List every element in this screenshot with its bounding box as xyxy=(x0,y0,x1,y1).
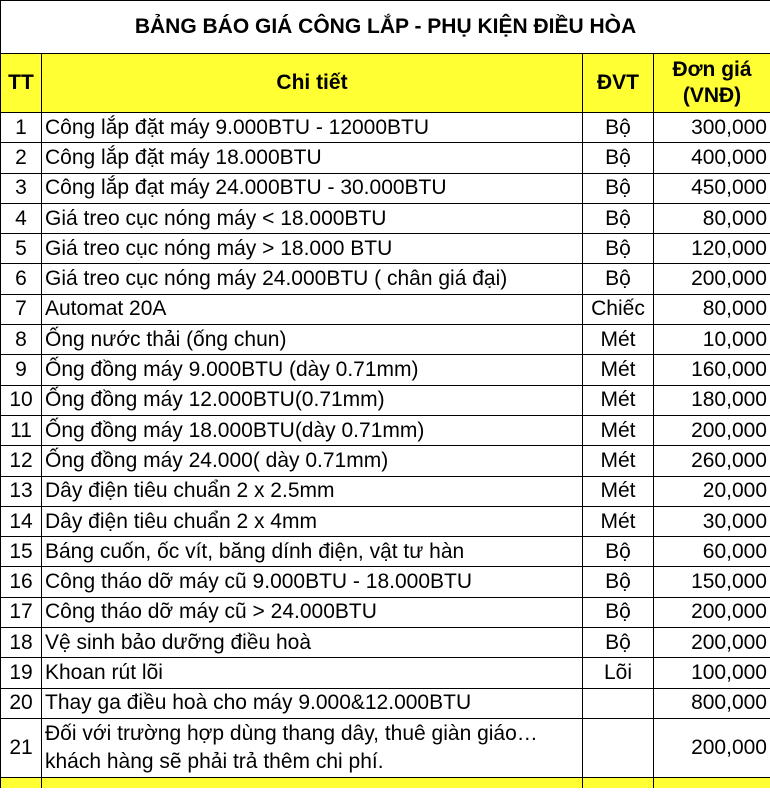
row-price: 80,000 xyxy=(654,203,770,233)
row-number: 19 xyxy=(1,658,42,688)
row-unit: Mét xyxy=(583,415,654,445)
row-price: 180,000 xyxy=(654,385,770,415)
table-row xyxy=(1,264,770,294)
row-unit: Mét xyxy=(583,476,654,506)
row-unit: Bộ xyxy=(583,234,654,264)
table-row xyxy=(1,537,770,567)
row-number: 17 xyxy=(1,597,42,627)
table-row xyxy=(1,628,770,658)
row-detail: Ống đồng máy 18.000BTU(dày 0.71mm) xyxy=(42,415,583,445)
table-row xyxy=(1,203,770,233)
row-number: 14 xyxy=(1,506,42,536)
table-row xyxy=(1,113,770,143)
row-price: 800,000 xyxy=(654,688,770,718)
row-number: 6 xyxy=(1,264,42,294)
row-unit: Bộ xyxy=(583,203,654,233)
table-row xyxy=(1,567,770,597)
row-detail: Công lắp đặt máy 9.000BTU - 12000BTU xyxy=(42,113,583,143)
row-detail: Giá treo cục nóng máy 24.000BTU ( chân giá đại) xyxy=(42,264,583,294)
row-price: 200,000 xyxy=(654,264,770,294)
row-number: 2 xyxy=(1,143,42,173)
row-price: 200,000 xyxy=(654,597,770,627)
row-unit xyxy=(583,718,654,777)
header-unit: ĐVT xyxy=(583,54,654,113)
row-detail: Thay ga điều hoà cho máy 9.000&12.000BTU xyxy=(42,688,583,718)
header-price-line1: Đơn giá xyxy=(672,58,752,81)
table-row xyxy=(1,476,770,506)
row-detail: Automat 20A xyxy=(42,294,583,324)
row-number: 3 xyxy=(1,173,42,203)
row-price: 200,000 xyxy=(654,415,770,445)
row-number: 15 xyxy=(1,537,42,567)
row-price: 60,000 xyxy=(654,537,770,567)
table-row xyxy=(1,446,770,476)
table-title: BẢNG BÁO GIÁ CÔNG LẮP - PHỤ KIỆN ĐIỀU HÒA xyxy=(1,1,770,54)
row-detail: Vệ sinh bảo dưỡng điều hoà xyxy=(42,628,583,658)
table-row xyxy=(1,688,770,718)
row-price: 30,000 xyxy=(654,506,770,536)
row-price: 260,000 xyxy=(654,446,770,476)
row-price: 200,000 xyxy=(654,718,770,777)
row-unit: Mét xyxy=(583,446,654,476)
row-detail: Ống nước thải (ống chun) xyxy=(42,325,583,355)
row-price: 120,000 xyxy=(654,234,770,264)
row-detail: Giá treo cục nóng máy < 18.000BTU xyxy=(42,203,583,233)
row-unit: Chiếc xyxy=(583,294,654,324)
row-detail: Ống đồng máy 12.000BTU(0.71mm) xyxy=(42,385,583,415)
row-number: 8 xyxy=(1,325,42,355)
table-row xyxy=(1,718,770,777)
table-row xyxy=(1,415,770,445)
row-price: 300,000 xyxy=(654,113,770,143)
row-price: 80,000 xyxy=(654,294,770,324)
row-detail: Ống đồng máy 9.000BTU (dày 0.71mm) xyxy=(42,355,583,385)
row-number: 11 xyxy=(1,415,42,445)
table-row xyxy=(1,143,770,173)
row-number: 1 xyxy=(1,113,42,143)
row-detail: Đối với trường hợp dùng thang dây, thuê giàn giáo… khách hàng sẽ phải trả thêm chi phí. xyxy=(42,718,583,777)
row-number: 13 xyxy=(1,476,42,506)
row-detail: Khoan rút lõi xyxy=(42,658,583,688)
header-price xyxy=(654,54,770,113)
row-detail: Công lắp đạt máy 24.000BTU - 30.000BTU xyxy=(42,173,583,203)
row-price: 150,000 xyxy=(654,567,770,597)
row-price: 160,000 xyxy=(654,355,770,385)
row-number: 10 xyxy=(1,385,42,415)
row-detail: Dây điện tiêu chuẩn 2 x 4mm xyxy=(42,506,583,536)
row-unit: Bộ xyxy=(583,537,654,567)
table-row xyxy=(1,355,770,385)
table-row xyxy=(1,325,770,355)
row-price: 450,000 xyxy=(654,173,770,203)
row-unit: Mét xyxy=(583,385,654,415)
row-unit: Lõi xyxy=(583,658,654,688)
row-unit: Mét xyxy=(583,506,654,536)
row-unit: Mét xyxy=(583,355,654,385)
header-tt: TT xyxy=(1,54,42,113)
table-row xyxy=(1,173,770,203)
row-price: 200,000 xyxy=(654,628,770,658)
row-number: 9 xyxy=(1,355,42,385)
row-number: 18 xyxy=(1,628,42,658)
row-detail: Ống đồng máy 24.000( dày 0.71mm) xyxy=(42,446,583,476)
row-unit: Bộ xyxy=(583,173,654,203)
table-row xyxy=(1,597,770,627)
table-row xyxy=(1,506,770,536)
table-row xyxy=(1,294,770,324)
table-row xyxy=(1,385,770,415)
row-unit: Bộ xyxy=(583,567,654,597)
row-detail: Công tháo dỡ máy cũ 9.000BTU - 18.000BTU xyxy=(42,567,583,597)
row-unit: Bộ xyxy=(583,597,654,627)
header-detail: Chi tiết xyxy=(42,54,583,113)
row-price: 10,000 xyxy=(654,325,770,355)
row-detail: Báng cuốn, ốc vít, băng dính điện, vật tư hàn xyxy=(42,537,583,567)
row-number: 16 xyxy=(1,567,42,597)
row-detail: Dây điện tiêu chuẩn 2 x 2.5mm xyxy=(42,476,583,506)
row-number: 7 xyxy=(1,294,42,324)
row-number: 20 xyxy=(1,688,42,718)
row-price: 20,000 xyxy=(654,476,770,506)
row-unit: Bộ xyxy=(583,113,654,143)
row-unit: Mét xyxy=(583,325,654,355)
table-row xyxy=(1,234,770,264)
row-price: 100,000 xyxy=(654,658,770,688)
row-price: 400,000 xyxy=(654,143,770,173)
row-number: 21 xyxy=(1,718,42,777)
row-unit: Bộ xyxy=(583,628,654,658)
header-price-line2: (VNĐ) xyxy=(682,84,742,107)
row-unit: Bộ xyxy=(583,264,654,294)
footer-row xyxy=(1,777,770,788)
row-detail: Công lắp đặt máy 18.000BTU xyxy=(42,143,583,173)
row-unit xyxy=(583,688,654,718)
row-detail: Công tháo dỡ máy cũ > 24.000BTU xyxy=(42,597,583,627)
row-detail: Giá treo cục nóng máy > 18.000 BTU xyxy=(42,234,583,264)
row-number: 12 xyxy=(1,446,42,476)
row-number: 4 xyxy=(1,203,42,233)
row-number: 5 xyxy=(1,234,42,264)
table-row xyxy=(1,658,770,688)
row-unit: Bộ xyxy=(583,143,654,173)
